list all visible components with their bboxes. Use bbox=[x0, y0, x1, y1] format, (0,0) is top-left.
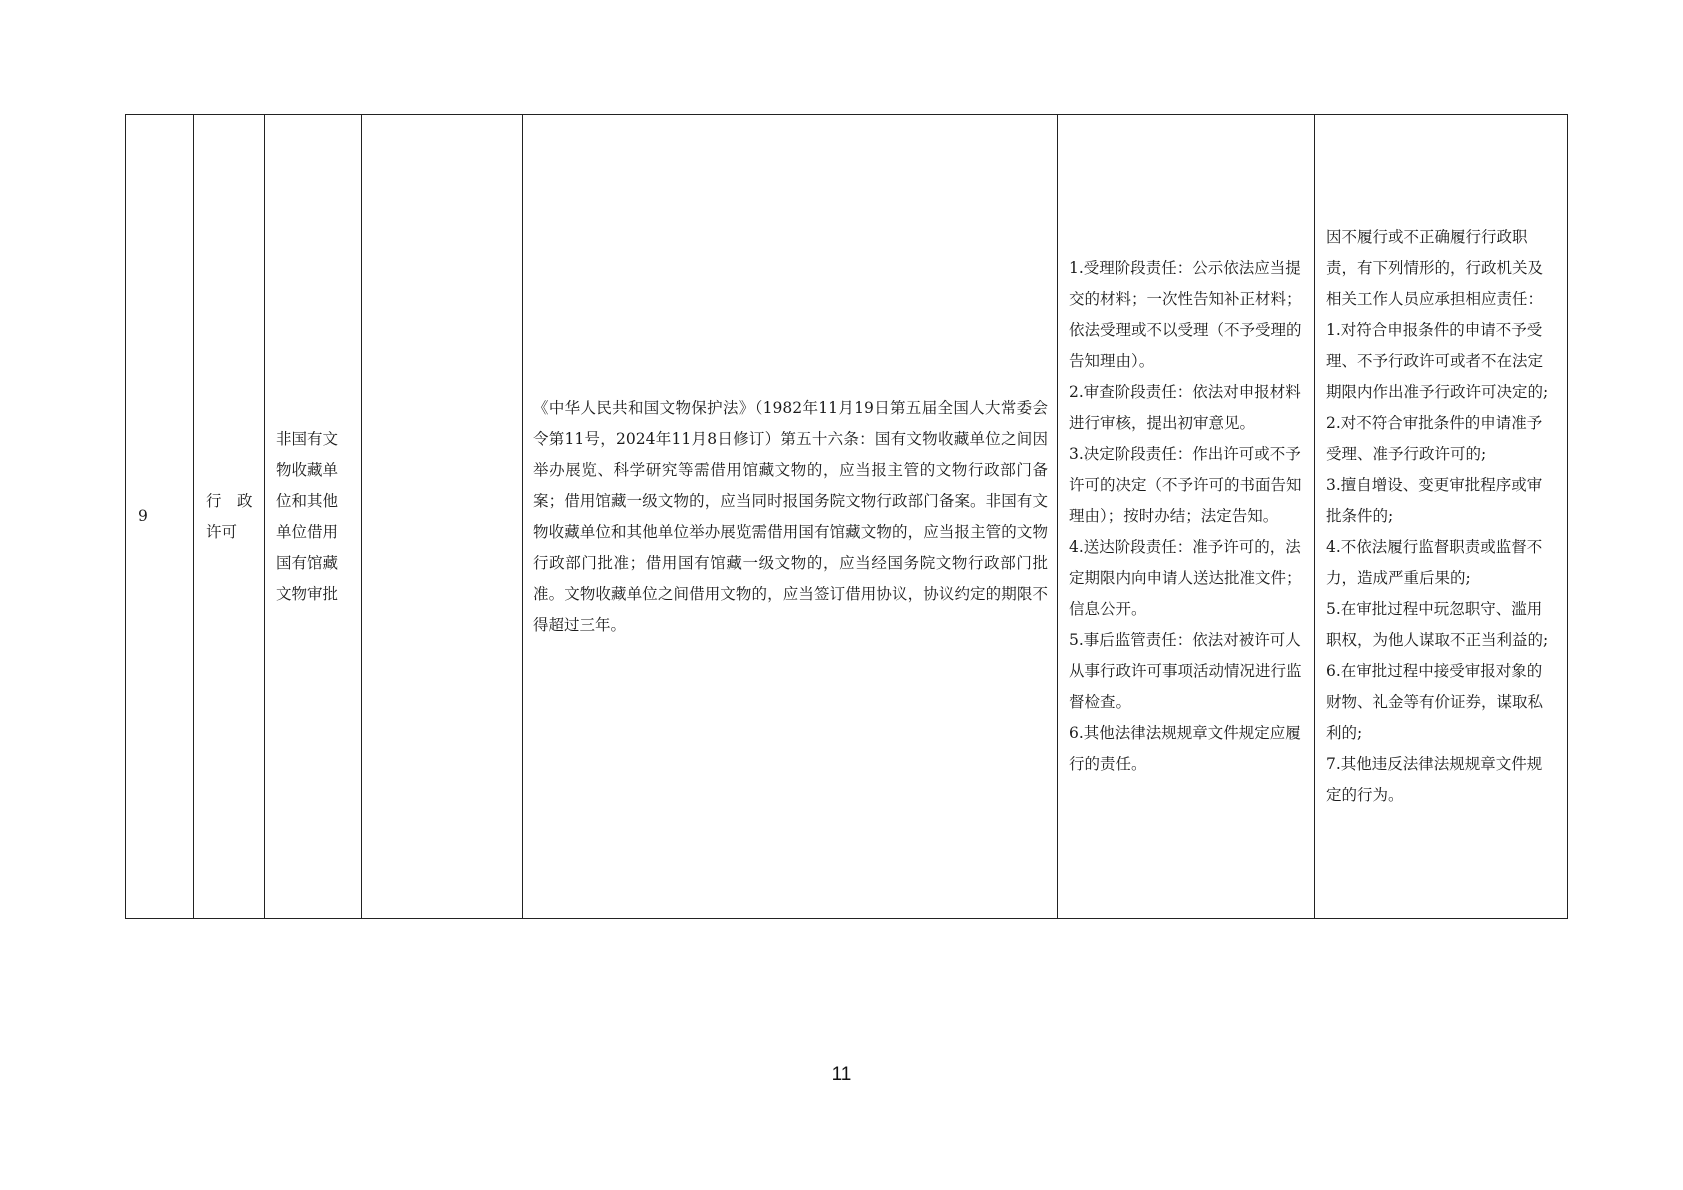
duty-item: 1.受理阶段责任：公示依法应当提交的材料；一次性告知补正材料；依法受理或不以受理（不予受理的告知理由）。 bbox=[1069, 259, 1302, 370]
authority-type-line: 行 政 bbox=[206, 491, 253, 510]
table-row bbox=[126, 115, 1568, 919]
liability-item: 2.对不符合审批条件的申请准予受理、准予行政许可的; bbox=[1326, 414, 1543, 463]
duty-item: 5.事后监管责任：依法对被许可人从事行政许可事项活动情况进行监督检查。 bbox=[1069, 631, 1302, 711]
liability-item: 1.对符合申报条件的申请不予受理、不予行政许可或者不在法定期限内作出准予行政许可决定的; bbox=[1326, 321, 1549, 401]
duty-item: 4.送达阶段责任：准予许可的，法定期限内向申请人送达批准文件；信息公开。 bbox=[1069, 538, 1302, 618]
liability-item: 4.不依法履行监督职责或监督不力，造成严重后果的; bbox=[1326, 538, 1543, 587]
liability-cell bbox=[1315, 115, 1568, 919]
responsibility-table bbox=[125, 114, 1568, 919]
liability-item: 6.在审批过程中接受审报对象的财物、礼金等有价证券，谋取私利的; bbox=[1326, 662, 1544, 742]
duty-item: 2.审查阶段责任：依法对申报材料进行审核，提出初审意见。 bbox=[1069, 383, 1301, 432]
legal-basis-cell: 《中华人民共和国文物保护法》（1982年11月19日第五届全国人大常委会令第11号，2024年11月8日修订）第五十六条：国有文物收藏单位之间因举办展览、科学研究等需借用馆藏文物的，应当报主管的文物行政部门备案；借用馆藏一级文物的，应当同时报国务院文物行政部门备案。非国有文物收藏单位和其他单位举办展览需借用国有馆藏文物的，应当报主管的文物行政部门批准；借用国有馆藏一级文物的，应当经国务院文物行政部门批准。文物收藏单位之间借用文物的，应当签订借用协议，协议约定的期限不得超过三年。 bbox=[523, 115, 1058, 919]
duty-item: 3.决定阶段责任：作出许可或不予许可的决定（不予许可的书面告知理由）；按时办结；法定告知。 bbox=[1069, 445, 1302, 525]
row-number-cell: 9 bbox=[126, 115, 194, 919]
item-name-cell: 非国有文物收藏单位和其他单位借用国有馆藏文物审批 bbox=[265, 115, 362, 919]
liability-intro: 因不履行或不正确履行行政职责，有下列情形的，行政机关及相关工作人员应承担相应责任： bbox=[1326, 228, 1544, 308]
authority-type-line: 许可 bbox=[206, 522, 238, 541]
sub-item-cell bbox=[362, 115, 523, 919]
liability-item: 3.擅自增设、变更审批程序或审批条件的; bbox=[1326, 476, 1543, 525]
liability-item: 5.在审批过程中玩忽职守、滥用职权，为他人谋取不正当利益的; bbox=[1326, 600, 1549, 649]
duty-item: 6.其他法律法规规章文件规定应履行的责任。 bbox=[1069, 724, 1301, 773]
authority-type-cell bbox=[194, 115, 265, 919]
responsibility-cell bbox=[1058, 115, 1315, 919]
page-number: 11 bbox=[831, 1064, 852, 1085]
liability-item: 7.其他违反法律法规规章文件规定的行为。 bbox=[1326, 755, 1543, 804]
